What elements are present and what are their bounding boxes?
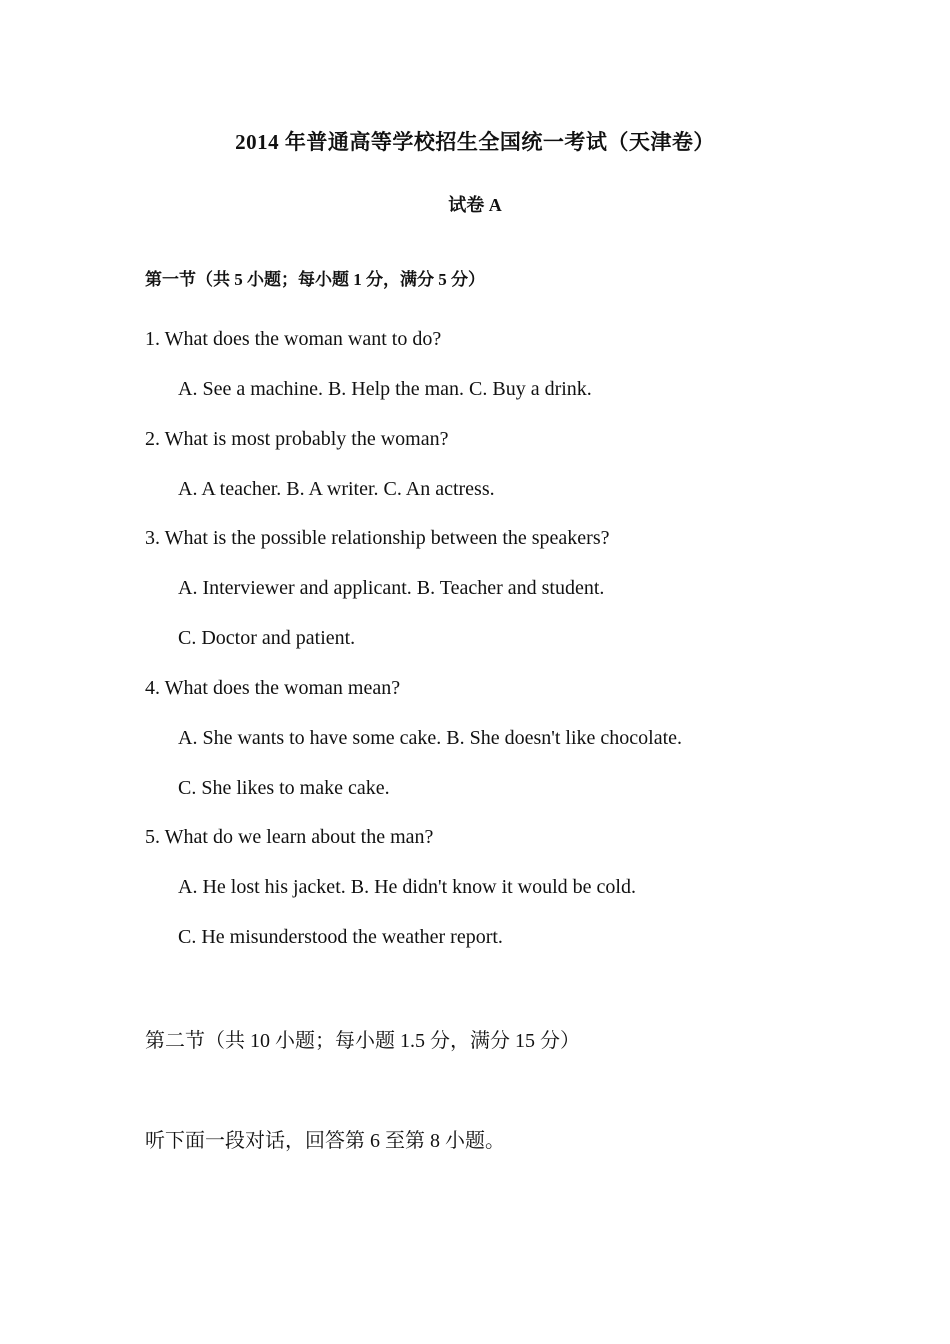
section-2-instruction: 听下面一段对话，回答第 6 至第 8 小题。 bbox=[145, 1130, 505, 1152]
question-4-options-line-2: C. She likes to make cake. bbox=[178, 777, 390, 799]
question-2-options: A. A teacher. B. A writer. C. An actress. bbox=[178, 478, 495, 500]
question-1: 1. What does the woman want to do? bbox=[145, 328, 442, 350]
section-2-heading: 第二节（共 10 小题；每小题 1.5 分，满分 15 分） bbox=[145, 1030, 580, 1052]
exam-title: 2014 年普通高等学校招生全国统一考试（天津卷） bbox=[235, 130, 715, 154]
question-5-options-line-1: A. He lost his jacket. B. He didn't know it would be cold. bbox=[178, 876, 636, 898]
question-4: 4. What does the woman mean? bbox=[145, 677, 401, 699]
question-3-options-line-2: C. Doctor and patient. bbox=[178, 627, 356, 649]
paper-label: 试卷 A bbox=[448, 195, 502, 215]
question-3: 3. What is the possible relationship between the speakers? bbox=[145, 527, 610, 549]
question-2: 2. What is most probably the woman? bbox=[145, 428, 449, 450]
question-5-options-line-2: C. He misunderstood the weather report. bbox=[178, 926, 503, 948]
section-1-heading: 第一节（共 5 小题；每小题 1 分，满分 5 分） bbox=[145, 270, 485, 289]
question-1-options: A. See a machine. B. Help the man. C. Buy a drink. bbox=[178, 378, 592, 400]
question-3-options-line-1: A. Interviewer and applicant. B. Teacher and student. bbox=[178, 577, 605, 599]
question-4-options-line-1: A. She wants to have some cake. B. She doesn't like chocolate. bbox=[178, 727, 683, 749]
question-5: 5. What do we learn about the man? bbox=[145, 826, 434, 848]
